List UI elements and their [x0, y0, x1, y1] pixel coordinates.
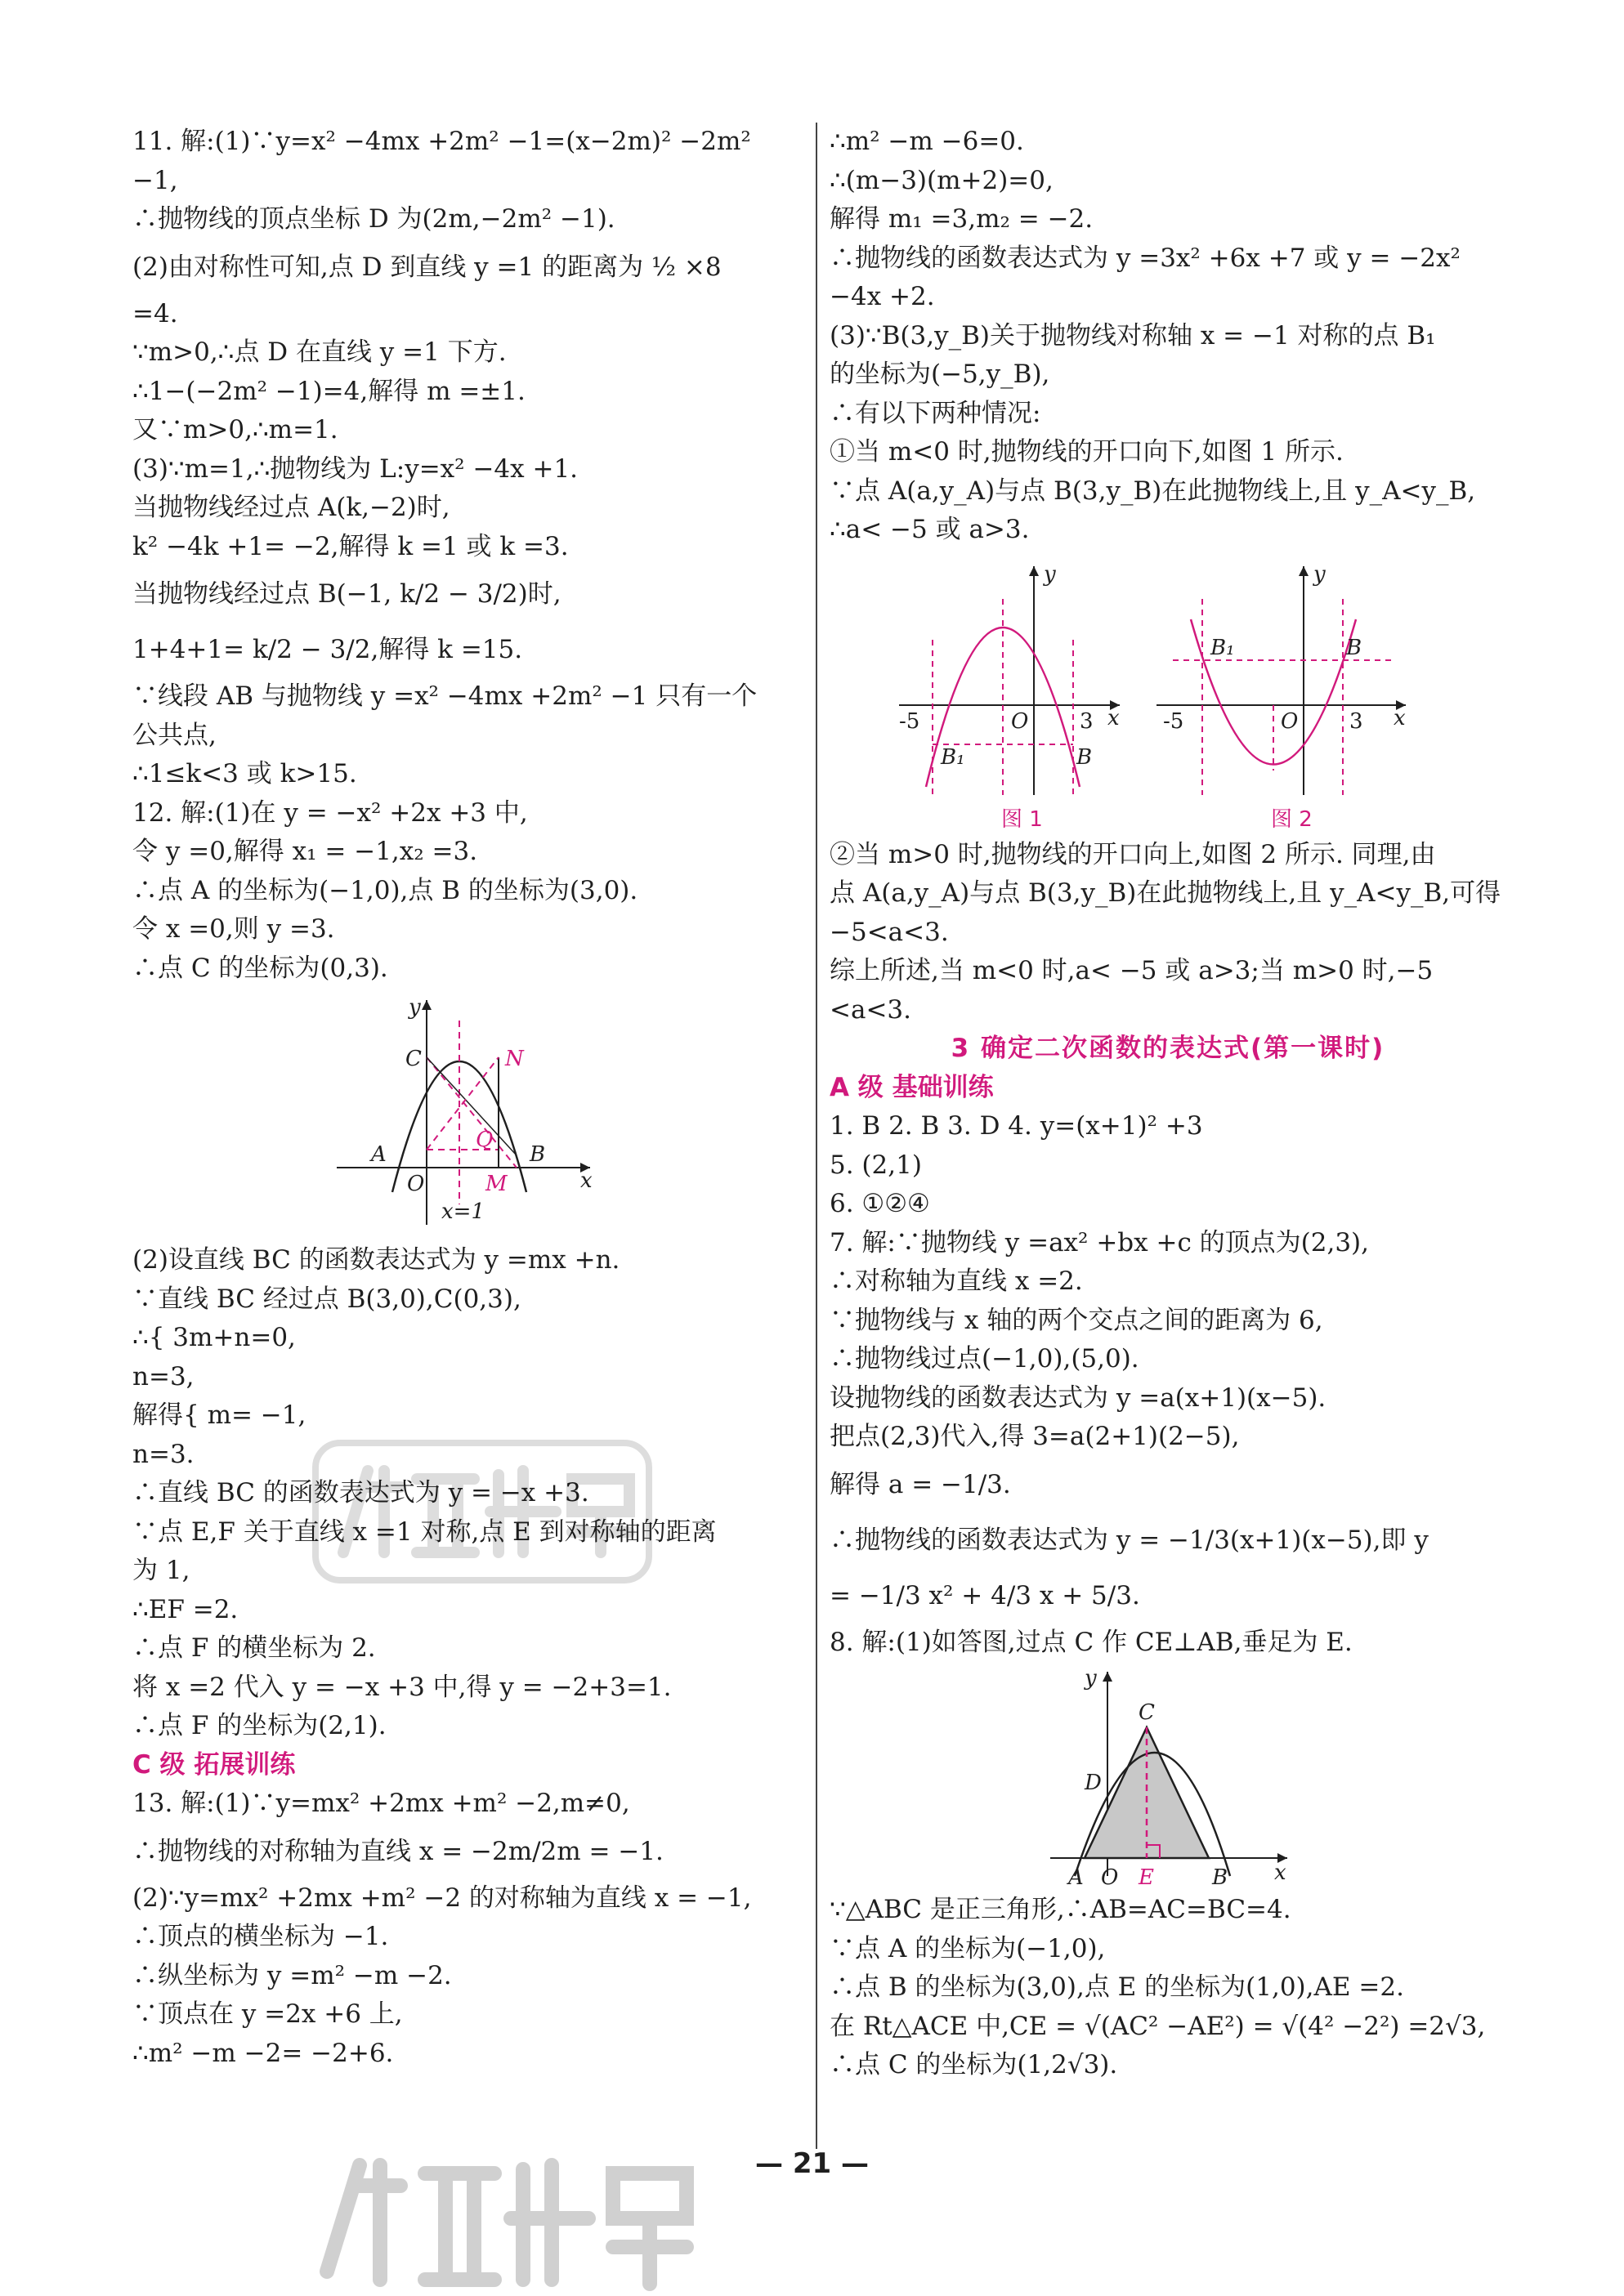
fig8-label: y: [1085, 1666, 1097, 1691]
text-line: ∴抛物线过点(−1,0),(5,0).: [830, 1344, 1139, 1374]
text-line: ∴有以下两种情况:: [830, 398, 1041, 428]
figure-2: [1156, 562, 1406, 832]
text-line: = −1/3 x² + 4/3 x + 5/3.: [830, 1580, 1140, 1610]
text-line: ∴点 F 的横坐标为 2.: [132, 1633, 376, 1663]
text-line: 8. 解:(1)如答图,过点 C 作 CE⊥AB,垂足为 E.: [830, 1627, 1353, 1657]
text-line: ∴顶点的横坐标为 −1.: [132, 1922, 389, 1951]
fig1-label: B₁: [941, 744, 965, 770]
parabola-figure-12: [132, 988, 803, 1241]
text-line: 13. 解:(1)∵y=mx² +2mx +m² −2,m≠0,: [132, 1789, 630, 1818]
text-line: 解得 a = −1/3.: [830, 1469, 1011, 1499]
text-line: 6. ①②④: [830, 1189, 930, 1218]
text-line: 当抛物线经过点 B(−1, k/2 − 3/2)时,: [132, 579, 561, 609]
fig1-label: -5: [899, 708, 920, 734]
text-line: ∴{ 3m+n=0,: [132, 1323, 296, 1352]
figure-1-caption: 图 1: [1001, 806, 1043, 832]
text-line: 将 x =2 代入 y = −x +3 中,得 y = −2+3=1.: [132, 1672, 672, 1702]
text-line: 把点(2,3)代入,得 3=a(2+1)(2−5),: [830, 1422, 1240, 1451]
fig12-label: O: [407, 1172, 425, 1196]
text-line: 公共点,: [132, 720, 217, 750]
text-line: ∵点 E,F 关于直线 x =1 对称,点 E 到对称轴的距离: [132, 1517, 717, 1547]
text-line: ∴1−(−2m² −1)=4,解得 m =±1.: [132, 376, 526, 406]
text-line: 5. (2,1): [830, 1150, 922, 1180]
fig12-label: A: [371, 1142, 387, 1167]
text-line: ∴点 C 的坐标为(1,2√3).: [830, 2050, 1118, 2079]
text-line: ∴点 B 的坐标为(3,0),点 E 的坐标为(1,0),AE =2.: [830, 1972, 1404, 2002]
text-line: ①当 m<0 时,抛物线的开口向下,如图 1 所示.: [830, 437, 1344, 467]
text-line: n=3.: [132, 1439, 195, 1469]
fig12-label: x: [580, 1168, 593, 1193]
text-line: 又∵m>0,∴m=1.: [132, 415, 338, 444]
text-line: k² −4k +1= −2,解得 k =1 或 k =3.: [132, 531, 569, 561]
fig8-label: C: [1139, 1700, 1155, 1725]
text-line: ∵抛物线与 x 轴的两个交点之间的距离为 6,: [830, 1305, 1323, 1335]
text-line: 1. B 2. B 3. D 4. y=(x+1)² +3: [830, 1111, 1203, 1141]
fig1-label: 3: [1080, 708, 1094, 734]
figures-1-2: [830, 550, 1506, 836]
triangle-figure-8: [830, 1662, 1506, 1891]
fig12-label: M: [485, 1172, 508, 1196]
text-line: ∴点 C 的坐标为(0,3).: [132, 953, 388, 983]
text-line: (2)由对称性可知,点 D 到直线 y =1 的距离为 ½ ×8: [132, 252, 722, 282]
text-line: ∵△ABC 是正三角形,∴AB=AC=BC=4.: [830, 1895, 1291, 1924]
text-line: 的坐标为(−5,y_B),: [830, 360, 1050, 389]
fig1-label: x: [1107, 705, 1120, 730]
text-line: ∴点 A 的坐标为(−1,0),点 B 的坐标为(3,0).: [132, 875, 638, 905]
page-number: — 21 —: [755, 2147, 869, 2180]
text-line: ∴EF =2.: [132, 1594, 239, 1624]
text-line: 令 x =0,则 y =3.: [132, 914, 335, 944]
text-line: ∴m² −m −6=0.: [830, 127, 1024, 156]
fig2-label: -5: [1163, 708, 1184, 734]
text-line: 当抛物线经过点 A(k,−2)时,: [132, 493, 450, 522]
text-line: ∵点 A(a,y_A)与点 B(3,y_B)在此抛物线上,且 y_A<y_B,: [830, 476, 1476, 506]
fig2-label: B₁: [1210, 635, 1235, 660]
text-line: (2)∵y=mx² +2mx +m² −2 的对称轴为直线 x = −1,: [132, 1883, 752, 1913]
figure-2-caption: 图 2: [1271, 806, 1313, 832]
text-line: −5<a<3.: [830, 917, 949, 947]
fig12-label: y: [409, 995, 421, 1020]
text-line: ∴对称轴为直线 x =2.: [830, 1266, 1083, 1296]
section-title: 3 确定二次函数的表达式(第一课时): [951, 1034, 1385, 1063]
fig12-label: B: [530, 1142, 546, 1167]
fig1-label: O: [1011, 708, 1029, 734]
fig8-label: D: [1085, 1771, 1102, 1795]
text-line: ∵点 A 的坐标为(−1,0),: [830, 1933, 1106, 1963]
text-line: −4x +2.: [830, 282, 935, 311]
fig1-label: y: [1044, 561, 1056, 587]
text-line: =4.: [132, 298, 178, 328]
text-line: 令 y =0,解得 x₁ = −1,x₂ =3.: [132, 837, 478, 866]
text-line: ∴抛物线的顶点坐标 D 为(2m,−2m² −1).: [132, 204, 615, 234]
text-line: ∴a< −5 或 a>3.: [830, 515, 1030, 544]
fig2-label: y: [1313, 561, 1326, 587]
text-line: ∵m>0,∴点 D 在直线 y =1 下方.: [132, 337, 507, 367]
text-line: 11. 解:(1)∵y=x² −4mx +2m² −1=(x−2m)² −2m²: [132, 127, 751, 156]
text-line: 解得{ m= −1,: [132, 1400, 306, 1430]
text-line: ②当 m>0 时,抛物线的开口向上,如图 2 所示. 同理,由: [830, 839, 1436, 869]
text-line: ∴m² −m −2= −2+6.: [132, 2038, 394, 2068]
text-line: −1,: [132, 165, 178, 195]
text-line: <a<3.: [830, 994, 912, 1025]
text-line: ∵直线 BC 经过点 B(3,0),C(0,3),: [132, 1284, 521, 1314]
text-line: (3)∵B(3,y_B)关于抛物线对称轴 x = −1 对称的点 B₁: [830, 320, 1436, 351]
figure-1: [899, 562, 1120, 832]
text-line: ∴(m−3)(m+2)=0,: [830, 165, 1054, 195]
level-heading: C 级 拓展训练: [132, 1749, 296, 1780]
text-line: ∴点 F 的坐标为(2,1).: [132, 1711, 387, 1740]
text-line: 1+4+1= k/2 − 3/2,解得 k =15.: [132, 635, 523, 664]
text-line: (3)∵m=1,∴抛物线为 L:y=x² −4x +1.: [132, 453, 579, 484]
fig2-label: x: [1394, 705, 1406, 730]
fig2-label: B: [1346, 635, 1362, 660]
text-line: ∵顶点在 y =2x +6 上,: [132, 1999, 403, 2029]
text-line: ∴抛物线的函数表达式为 y =3x² +6x +7 或 y = −2x²: [830, 243, 1461, 273]
fig8-label: E: [1139, 1865, 1154, 1890]
fig12-label: C: [405, 1047, 422, 1071]
fig8-label: O: [1101, 1865, 1119, 1890]
text-line: ∴1≤k<3 或 k>15.: [132, 759, 357, 788]
text-line: (2)设直线 BC 的函数表达式为 y =mx +n.: [132, 1245, 620, 1275]
text-line: ∵线段 AB 与抛物线 y =x² −4mx +2m² −1 只有一个: [132, 681, 758, 711]
text-line: ∴直线 BC 的函数表达式为 y = −x +3.: [132, 1478, 589, 1508]
text-line: 为 1,: [132, 1556, 190, 1585]
fig12-label: N: [505, 1047, 524, 1071]
text-line: 在 Rt△ACE 中,CE = √(AC² −AE²) = √(4² −2²) =2√3,: [830, 2011, 1486, 2041]
left-column: [132, 123, 803, 2073]
fig8-label: B: [1212, 1865, 1228, 1890]
fig2-label: O: [1281, 708, 1299, 734]
text-line: n=3,: [132, 1361, 195, 1391]
level-heading: A 级 基础训练: [830, 1072, 994, 1102]
text-line: 设抛物线的函数表达式为 y =a(x+1)(x−5).: [830, 1383, 1326, 1413]
text-line: ∴纵坐标为 y =m² −m −2.: [132, 1960, 452, 1990]
fig8-label: x: [1274, 1860, 1286, 1885]
column-divider: [816, 123, 817, 2149]
text-line: ∴抛物线的对称轴为直线 x = −2m/2m = −1.: [132, 1836, 664, 1866]
text-line: 综上所述,当 m<0 时,a< −5 或 a>3;当 m>0 时,−5: [830, 956, 1434, 985]
text-line: 12. 解:(1)在 y = −x² +2x +3 中,: [132, 797, 528, 828]
fig8-label: A: [1068, 1865, 1084, 1890]
right-column: [830, 123, 1506, 2085]
text-line: 7. 解:∵抛物线 y =ax² +bx +c 的顶点为(2,3),: [830, 1227, 1370, 1257]
text-line: 点 A(a,y_A)与点 B(3,y_B)在此抛物线上,且 y_A<y_B,可得: [830, 878, 1501, 908]
fig12-label: Q: [476, 1128, 494, 1152]
fig2-label: 3: [1349, 708, 1363, 734]
fig1-label: B: [1076, 744, 1093, 770]
text-line: 解得 m₁ =3,m₂ = −2.: [830, 204, 1094, 234]
fig12-label: x=1: [441, 1199, 485, 1224]
text-line: ∴抛物线的函数表达式为 y = −1/3(x+1)(x−5),即 y: [830, 1525, 1429, 1555]
